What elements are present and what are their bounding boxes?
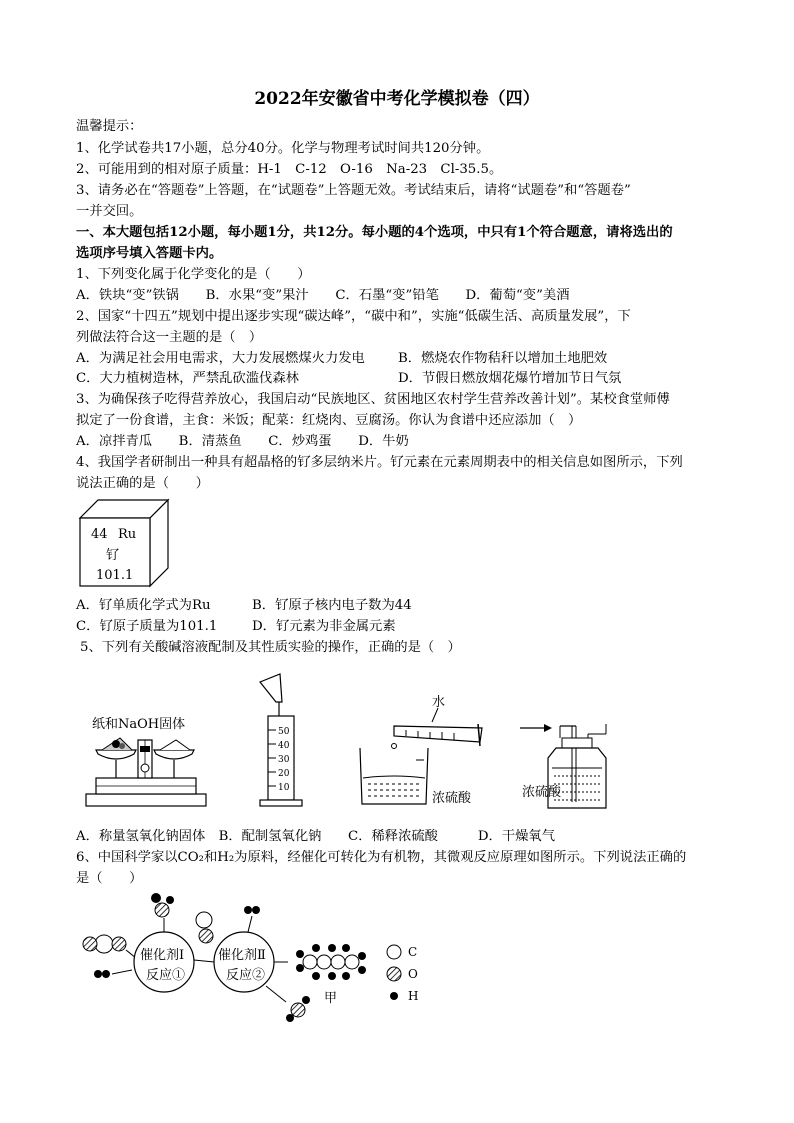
q5-options: A．称量氢氧化钠固体 B．配制氢氧化钠 C．稀释浓硫酸 D．干燥氧气: [76, 829, 556, 844]
acid-label-dry: 浓硫酸: [522, 785, 562, 800]
acid-label-dilute: 浓硫酸: [432, 791, 472, 806]
co2-molecule-in: [83, 935, 126, 953]
q4-option-a: A．钌单质化学式为Ru: [76, 598, 211, 613]
legend-c: C: [408, 945, 418, 959]
q5-apparatus-figure: [76, 668, 636, 824]
water-label: 水: [432, 695, 446, 710]
q2-option-d: D．节假日燃放烟花爆竹增加节日气氛: [398, 371, 622, 386]
h2o-molecule-out-2: [286, 996, 310, 1022]
q4-option-b: B．钌原子核内电子数为44: [252, 598, 412, 613]
q5-stem: 5、下列有关酸碱溶液配制及其性质实验的操作，正确的是（ ）: [80, 640, 461, 655]
legend-h: H: [408, 989, 419, 1003]
section-heading: 一、本大题包括12小题，每小题1分，共12分。每小题的4个选项，中只有1个符合题意，请将选出的: [76, 225, 673, 240]
q2-stem: 2、国家“十四五”规划中提出逐步实现“碳达峰”，“碳中和”，实施“低碳生活、高质量发展”，下: [76, 309, 631, 324]
h2-molecule-in: [94, 970, 110, 978]
tip-item: 2、可能用到的相对原子质量：H-1 C-12 O-16 Na-23 Cl-35.5。: [76, 162, 503, 177]
element-mass: 101.1: [96, 568, 134, 583]
h2o-molecule-out-1: [151, 893, 174, 917]
graduated-cylinder-figure: [260, 674, 302, 806]
q6-stem: 是（ ）: [76, 871, 143, 886]
cylinder-mark: 40: [278, 741, 290, 751]
q2-option-a: A．为满足社会用电需求，大力发展燃煤火力发电: [76, 351, 365, 366]
q2-option-b: B．燃烧农作物秸秆以增加土地肥效: [398, 351, 608, 366]
dilution-figure: [360, 694, 482, 806]
element-name: 钌: [106, 548, 120, 563]
reaction-2-label: 反应②: [226, 968, 266, 983]
element-symbol: Ru: [118, 527, 137, 542]
tip-item: 一并交回。: [76, 204, 143, 219]
q4-stem: 4、我国学者研制出一种具有超晶格的钌多层纳米片。钌元素在元素周期表中的相关信息如图所示，下列: [76, 455, 683, 470]
q6-reaction-figure: [76, 886, 456, 1032]
element-cell-figure: [76, 496, 176, 592]
cylinder-mark: 50: [278, 727, 290, 737]
balance-figure: [86, 716, 206, 806]
q4-option-c: C．钌原子质量为101.1: [76, 619, 218, 634]
cylinder-mark: 30: [278, 755, 290, 765]
legend-o: O: [408, 967, 418, 981]
cylinder-mark: 10: [278, 783, 290, 793]
tips-heading: 温馨提示：: [76, 119, 143, 134]
element-number: 44: [91, 527, 108, 542]
q2-stem: 列做法符合这一主题的是（ ）: [76, 330, 263, 345]
page-title: 2022年安徽省中考化学模拟卷（四）: [254, 89, 540, 109]
product-molecule: [296, 944, 366, 980]
q3-stem: 3、为确保孩子吃得营养放心，我国启动“民族地区、贫困地区农村学生营养改善计划”。某校食堂师傅: [76, 392, 670, 407]
catalyst-2-label: 催化剂Ⅱ: [218, 948, 266, 963]
legend: [387, 945, 418, 1003]
q2-option-c: C．大力植树造林，严禁乱砍滥伐森林: [76, 371, 299, 386]
q1-options: A．铁块“变”铁锅 B．水果“变”果汁 C．石墨“变”铅笔 D．葡萄“变”美酒: [76, 288, 570, 303]
section-heading: 选项序号填入答题卡内。: [76, 246, 223, 261]
q4-stem: 说法正确的是（ ）: [76, 476, 209, 491]
q3-stem: 拟定了一份食谱，主食：米饭；配菜：红烧肉、豆腐汤。你认为食谱中还应添加（ ）: [76, 413, 582, 428]
catalyst-1-label: 催化剂Ⅰ: [140, 948, 185, 963]
product-label: 甲: [324, 991, 338, 1006]
cylinder-mark: 20: [278, 769, 290, 779]
co-molecule: [196, 912, 213, 943]
q4-option-d: D．钌元素为非金属元素: [252, 619, 396, 634]
tip-item: 1、化学试卷共17小题，总分40分。化学与物理考试时间共120分钟。: [76, 141, 490, 156]
q1-stem: 1、下列变化属于化学变化的是（ ）: [76, 267, 311, 282]
balance-label: 纸和NaOH固体: [92, 717, 186, 732]
gas-washing-bottle-figure: [520, 724, 606, 808]
tip-item: 3、请务必在“答题卷”上答题，在“试题卷”上答题无效。考试结束后，请将“试题卷”和“答题卷”: [76, 183, 631, 198]
h2-molecule-in-2: [244, 906, 260, 914]
reaction-1-label: 反应①: [146, 968, 186, 983]
q3-options: A．凉拌青瓜 B．清蒸鱼 C．炒鸡蛋 D．牛奶: [76, 434, 409, 449]
q6-stem: 6、中国科学家以CO₂和H₂为原料，经催化可转化为有机物，其微观反应原理如图所示。下列说法正确的: [76, 850, 687, 865]
